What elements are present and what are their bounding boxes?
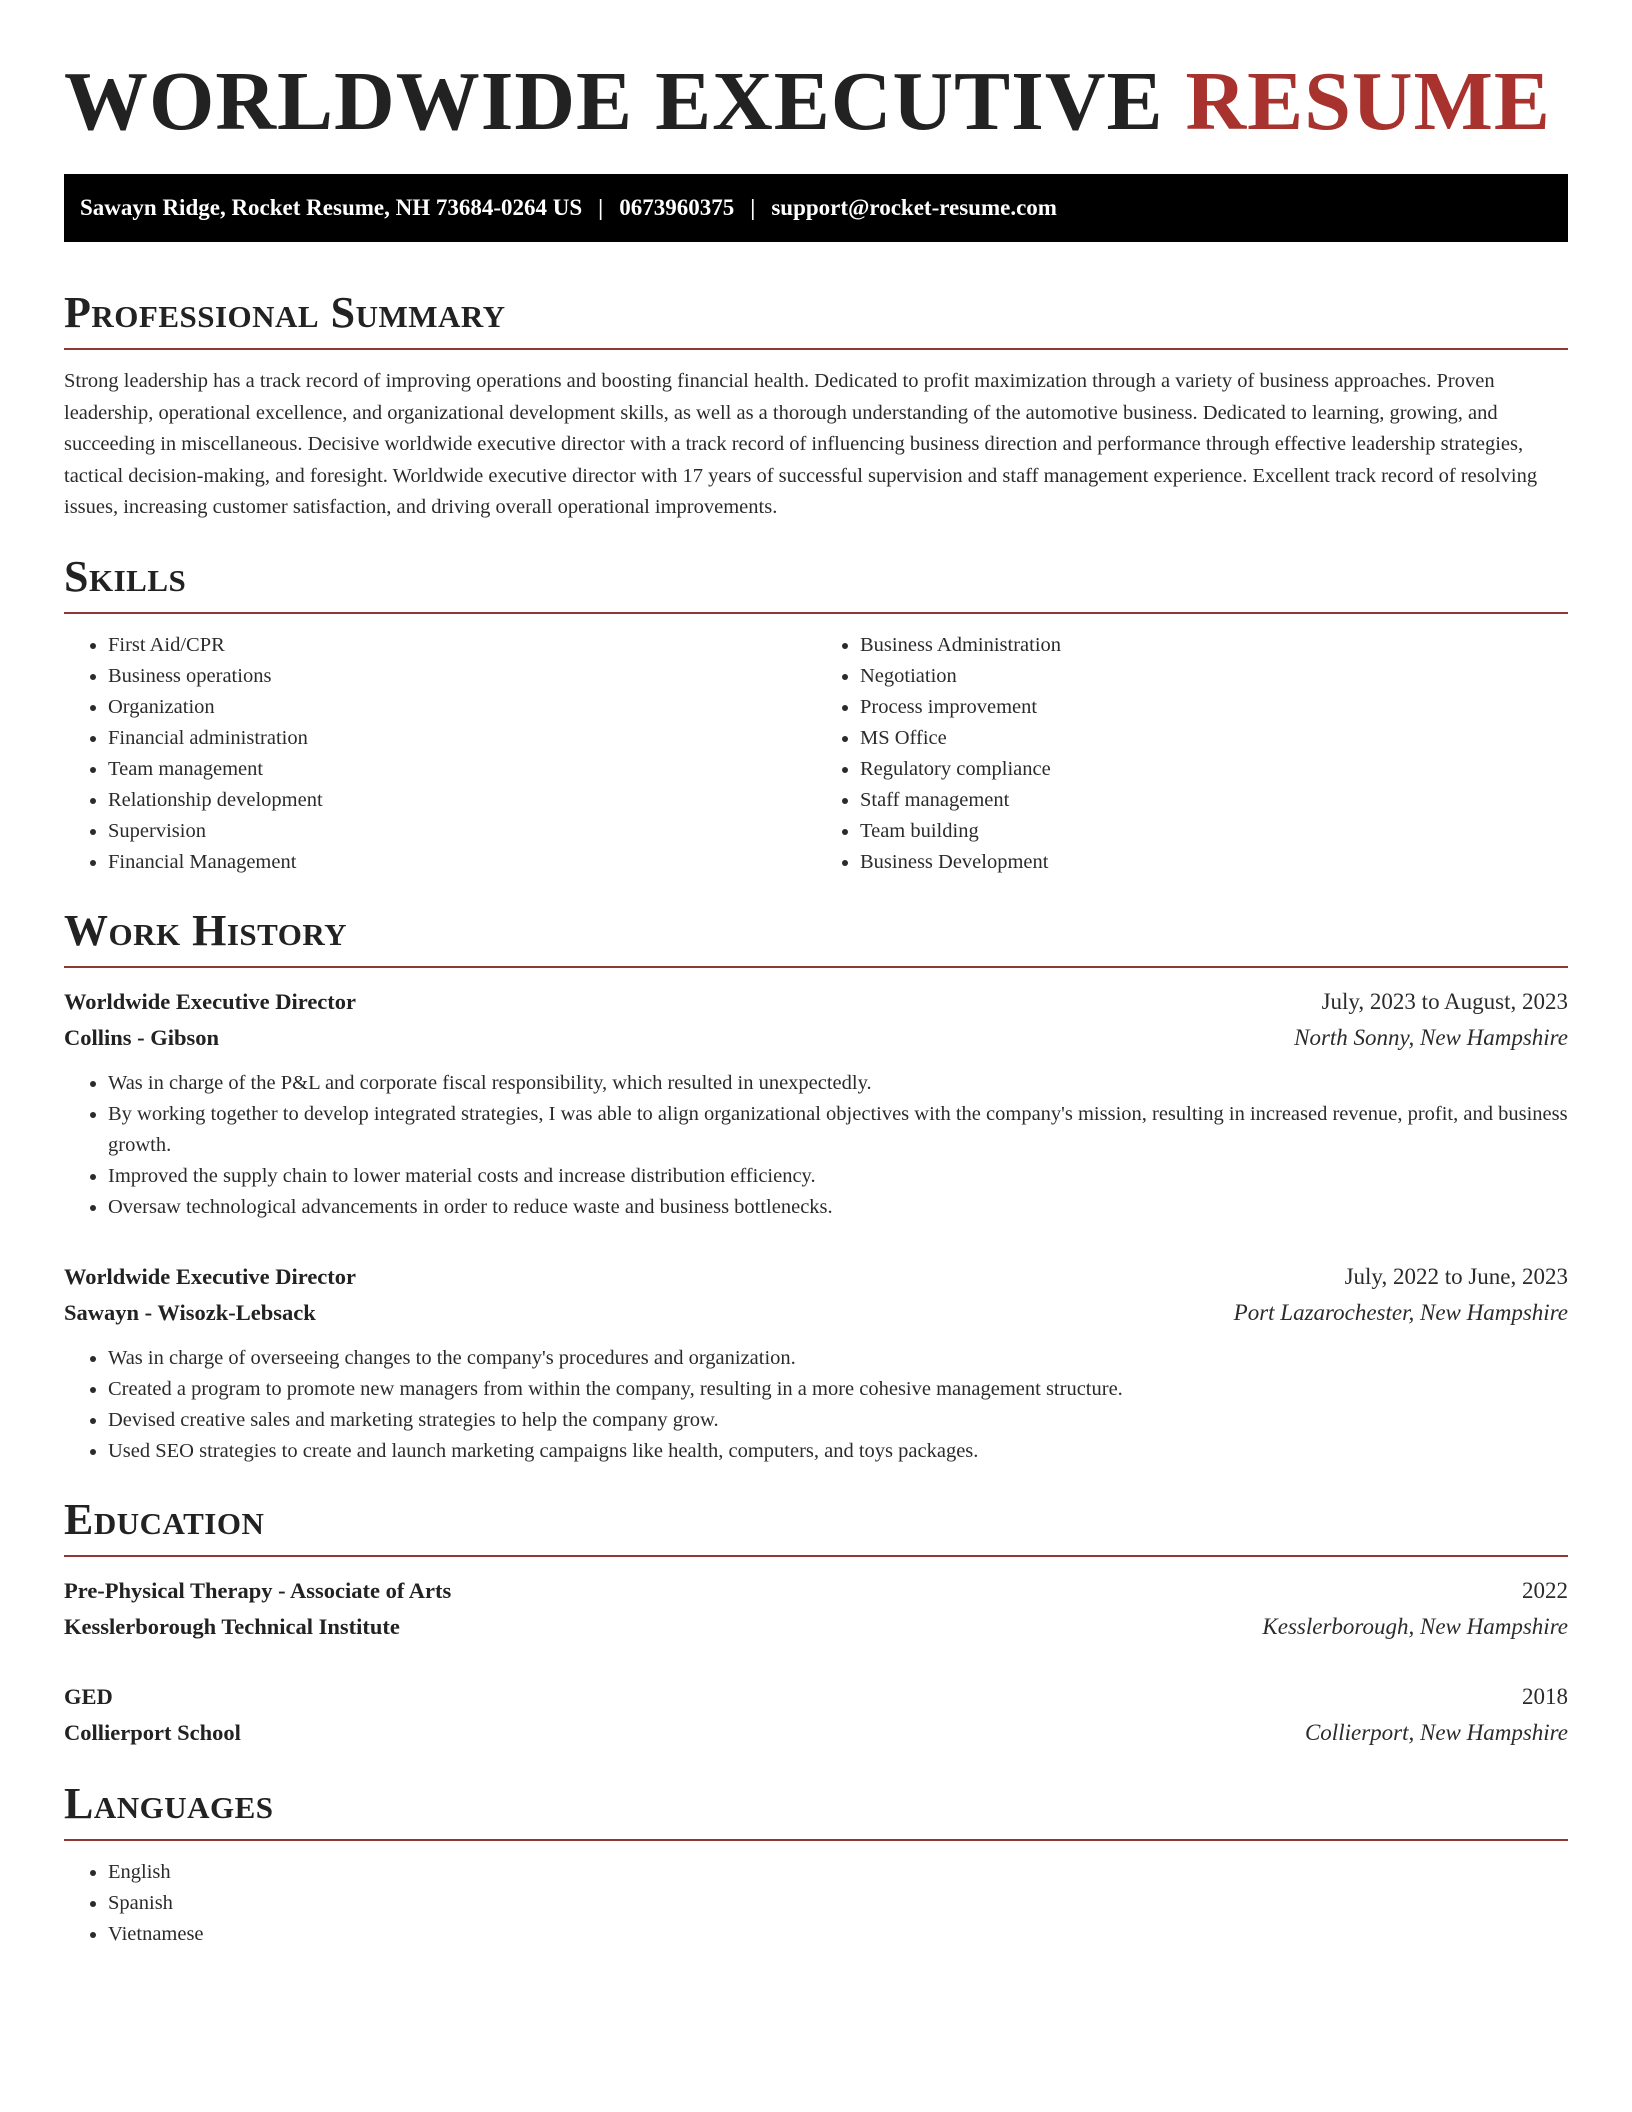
skills-section xyxy=(64,552,1568,878)
section-title-languages: Languages xyxy=(64,1778,274,1828)
edu-subheader xyxy=(64,1609,1568,1645)
job-entry xyxy=(64,1259,1568,1467)
summary-text: Strong leadership has a track record of improving operations and boosting financial health. Dedicated to profit maximization through a variety of business approaches. Proven leadership, operational excellence, and organizational development skills, as well as a thorough understanding of the automotive business. Dedicated to learning, growing, and succeeding in miscellaneous. Decisive worldwide executive director with a track record of influencing business direction and performance through effective leadership strategies, tactical decision-making, and foresight. Worldwide executive director with 17 years of successful supervision and staff management experience. Excellent track record of resolving issues, increasing customer satisfaction, and driving overall operational improvements. xyxy=(64,370,1538,518)
skill-item: • Process improvement xyxy=(860,692,1568,723)
job-location: North Sonny, New Hampshire xyxy=(1294,1024,1568,1050)
section-title-work: Work History xyxy=(64,905,348,955)
job-bullet: • By working together to develop integrated strategies, I was able to align organizational objectives with the company's mission, resulting in increased revenue, profit, and business growth. xyxy=(108,1099,1568,1161)
education-section xyxy=(64,1495,1568,1751)
job-bullet: • Devised creative sales and marketing strategies to help the company grow. xyxy=(108,1405,1568,1436)
language-item: • Vietnamese xyxy=(108,1919,1568,1950)
skill-item: • Organization xyxy=(108,692,816,723)
edu-location: Collierport, New Hampshire xyxy=(1304,1719,1568,1745)
job-header xyxy=(64,984,1568,1020)
resume-title xyxy=(64,52,1568,152)
skill-item: • Business operations xyxy=(108,661,816,692)
skill-item: • Regulatory compliance xyxy=(860,754,1568,785)
separator: | xyxy=(750,195,756,220)
skill-item: • Relationship development xyxy=(108,785,816,816)
edu-header xyxy=(64,1679,1568,1715)
section-title-summary: Professional Summary xyxy=(64,288,506,337)
section-divider xyxy=(64,966,1568,968)
skill-item: • Supervision xyxy=(108,816,816,847)
job-bullet: • Created a program to promote new managers from within the company, resulting in a more cohesive management structure. xyxy=(108,1374,1568,1405)
job-subheader xyxy=(64,1020,1568,1056)
skill-item: • First Aid/CPR xyxy=(108,630,816,661)
skill-item: • Team management xyxy=(108,754,816,785)
job-bullets xyxy=(64,1343,1568,1467)
skill-item: • Team building xyxy=(860,816,1568,847)
skills-list-left xyxy=(64,630,816,878)
edu-subheader xyxy=(64,1715,1568,1751)
title-accent: RESUME xyxy=(1185,55,1551,148)
section-divider xyxy=(64,1839,1568,1841)
edu-degree: GED xyxy=(64,1683,113,1709)
edu-location: Kesslerborough, New Hampshire xyxy=(1262,1613,1568,1639)
job-dates: July, 2023 to August, 2023 xyxy=(1321,988,1568,1014)
section-divider xyxy=(64,1555,1568,1557)
job-bullet: • Oversaw technological advancements in order to reduce waste and business bottlenecks. xyxy=(108,1192,1568,1223)
education-entry xyxy=(64,1679,1568,1751)
skill-item: • Financial administration xyxy=(108,723,816,754)
section-title-education: Education xyxy=(64,1494,265,1544)
skill-item: • Negotiation xyxy=(860,661,1568,692)
edu-header xyxy=(64,1573,1568,1609)
job-header xyxy=(64,1259,1568,1295)
language-item: • Spanish xyxy=(108,1888,1568,1919)
languages-list xyxy=(64,1857,1568,1950)
section-divider xyxy=(64,612,1568,614)
job-location: Port Lazarochester, New Hampshire xyxy=(1233,1299,1568,1325)
job-bullet: • Improved the supply chain to lower material costs and increase distribution efficiency. xyxy=(108,1161,1568,1192)
edu-degree: Pre-Physical Therapy - Associate of Arts xyxy=(64,1577,452,1603)
job-dates: July, 2022 to June, 2023 xyxy=(1344,1263,1568,1289)
job-bullet: • Was in charge of overseeing changes to the company's procedures and organization. xyxy=(108,1343,1568,1374)
edu-year: 2022 xyxy=(1522,1577,1568,1603)
skill-item: • Financial Management xyxy=(108,847,816,878)
title-main: WORLDWIDE EXECUTIVE xyxy=(64,55,1164,148)
skills-list-right xyxy=(816,630,1568,878)
section-divider xyxy=(64,348,1568,350)
contact-bar xyxy=(64,174,1568,242)
job-subheader xyxy=(64,1295,1568,1331)
job-entry xyxy=(64,984,1568,1223)
skills-columns xyxy=(64,630,1568,878)
job-bullets xyxy=(64,1068,1568,1223)
edu-school: Kesslerborough Technical Institute xyxy=(64,1613,400,1639)
address: Sawayn Ridge, Rocket Resume, NH 73684-0264 US xyxy=(80,195,583,220)
skill-item: • Business Administration xyxy=(860,630,1568,661)
skill-item: • MS Office xyxy=(860,723,1568,754)
skill-item: • Staff management xyxy=(860,785,1568,816)
section-title-skills: Skills xyxy=(64,551,187,601)
separator: | xyxy=(598,195,604,220)
work-history-section xyxy=(64,906,1568,1467)
edu-year: 2018 xyxy=(1522,1683,1568,1709)
language-item: • English xyxy=(108,1857,1568,1888)
job-company: Sawayn - Wisozk-Lebsack xyxy=(64,1299,316,1325)
edu-school: Collierport School xyxy=(64,1719,241,1745)
job-role: Worldwide Executive Director xyxy=(64,1263,357,1289)
job-company: Collins - Gibson xyxy=(64,1024,220,1050)
job-bullet: • Was in charge of the P&L and corporate fiscal responsibility, which resulted in unexpectedly. xyxy=(108,1068,1568,1099)
languages-section xyxy=(64,1779,1568,1950)
job-bullet: • Used SEO strategies to create and launch marketing campaigns like health, computers, and toys packages. xyxy=(108,1436,1568,1467)
summary-section xyxy=(64,288,1568,524)
education-entry xyxy=(64,1573,1568,1645)
email-link[interactable]: support@rocket-resume.com xyxy=(771,195,1057,220)
phone: 0673960375 xyxy=(619,195,735,220)
skill-item: • Business Development xyxy=(860,847,1568,878)
job-role: Worldwide Executive Director xyxy=(64,988,357,1014)
